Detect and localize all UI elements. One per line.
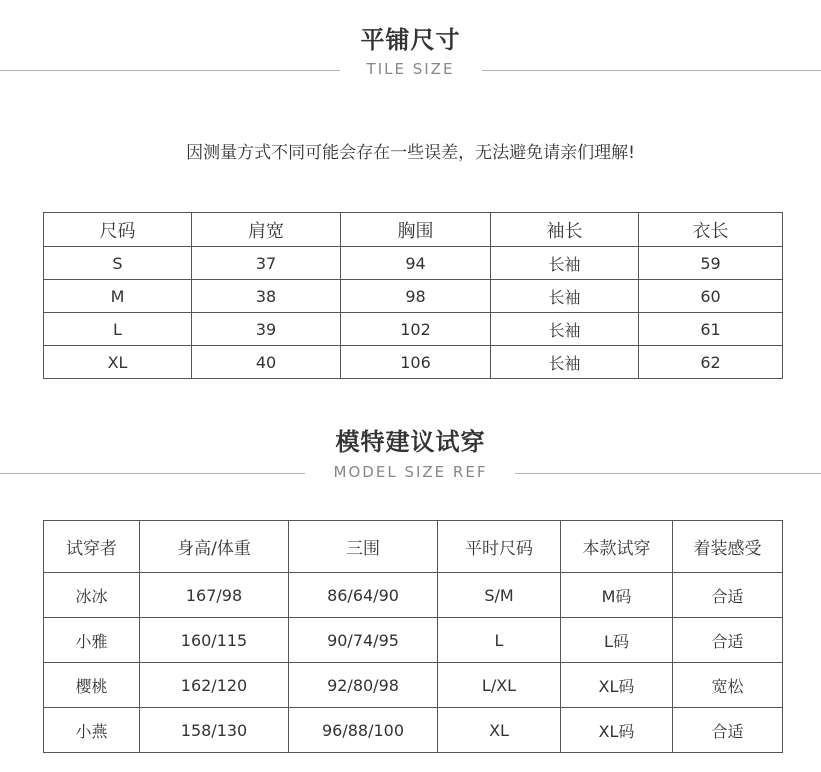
- model-size-title: 模特建议试穿: [335, 428, 486, 456]
- table-cell: M: [44, 280, 192, 313]
- table-cell: 长袖: [491, 346, 639, 379]
- table-cell: L/XL: [438, 663, 561, 708]
- table-cell: L: [44, 313, 192, 346]
- table-cell: 158/130: [140, 708, 289, 753]
- table-row: [44, 346, 783, 379]
- column-header: 身高/体重: [140, 521, 289, 573]
- model-size-subtitle: MODEL SIZE REF: [333, 463, 488, 481]
- table-cell: XL码: [561, 663, 673, 708]
- table-row: [44, 313, 783, 346]
- table-cell: 92/80/98: [289, 663, 438, 708]
- table-cell: XL: [438, 708, 561, 753]
- table-header-row: [44, 213, 783, 247]
- table-cell: 86/64/90: [289, 573, 438, 618]
- tile-divider-right: [482, 70, 821, 71]
- table-row: [44, 663, 783, 708]
- table-cell: L: [438, 618, 561, 663]
- table-cell: 40: [192, 346, 341, 379]
- tile-size-table: [43, 212, 783, 379]
- table-cell: 长袖: [491, 313, 639, 346]
- table-row: [44, 618, 783, 663]
- table-cell: 宽松: [673, 663, 783, 708]
- table-cell: 96/88/100: [289, 708, 438, 753]
- table-cell: 小燕: [44, 708, 140, 753]
- column-header: 胸围: [341, 213, 491, 247]
- table-cell: 61: [639, 313, 783, 346]
- table-cell: 小雅: [44, 618, 140, 663]
- table-cell: 合适: [673, 573, 783, 618]
- table-cell: 90/74/95: [289, 618, 438, 663]
- column-header: 尺码: [44, 213, 192, 247]
- model-divider-right: [515, 473, 821, 474]
- table-cell: 98: [341, 280, 491, 313]
- table-cell: 38: [192, 280, 341, 313]
- table-row: [44, 708, 783, 753]
- table-cell: 60: [639, 280, 783, 313]
- table-cell: 167/98: [140, 573, 289, 618]
- table-cell: 39: [192, 313, 341, 346]
- column-header: 衣长: [639, 213, 783, 247]
- measurement-note: 因测量方式不同可能会存在一些误差，无法避免请亲们理解!: [186, 143, 635, 163]
- table-cell: 合适: [673, 618, 783, 663]
- table-cell: 合适: [673, 708, 783, 753]
- model-size-table: [43, 520, 783, 753]
- table-header-row: [44, 521, 783, 573]
- tile-size-subtitle: TILE SIZE: [366, 60, 455, 78]
- table-cell: 冰冰: [44, 573, 140, 618]
- table-cell: 37: [192, 247, 341, 280]
- column-header: 着装感受: [673, 521, 783, 573]
- column-header: 平时尺码: [438, 521, 561, 573]
- table-row: [44, 247, 783, 280]
- table-cell: 94: [341, 247, 491, 280]
- table-cell: 102: [341, 313, 491, 346]
- column-header: 肩宽: [192, 213, 341, 247]
- table-cell: M码: [561, 573, 673, 618]
- table-cell: S/M: [438, 573, 561, 618]
- table-row: [44, 573, 783, 618]
- table-cell: S: [44, 247, 192, 280]
- column-header: 三围: [289, 521, 438, 573]
- column-header: 试穿者: [44, 521, 140, 573]
- table-cell: 樱桃: [44, 663, 140, 708]
- table-cell: 106: [341, 346, 491, 379]
- table-cell: 160/115: [140, 618, 289, 663]
- table-cell: 长袖: [491, 280, 639, 313]
- table-cell: 长袖: [491, 247, 639, 280]
- tile-size-title: 平铺尺寸: [360, 26, 461, 54]
- column-header: 本款试穿: [561, 521, 673, 573]
- table-row: [44, 280, 783, 313]
- table-cell: 59: [639, 247, 783, 280]
- table-cell: XL码: [561, 708, 673, 753]
- table-cell: 162/120: [140, 663, 289, 708]
- table-cell: 62: [639, 346, 783, 379]
- column-header: 袖长: [491, 213, 639, 247]
- table-cell: L码: [561, 618, 673, 663]
- table-cell: XL: [44, 346, 192, 379]
